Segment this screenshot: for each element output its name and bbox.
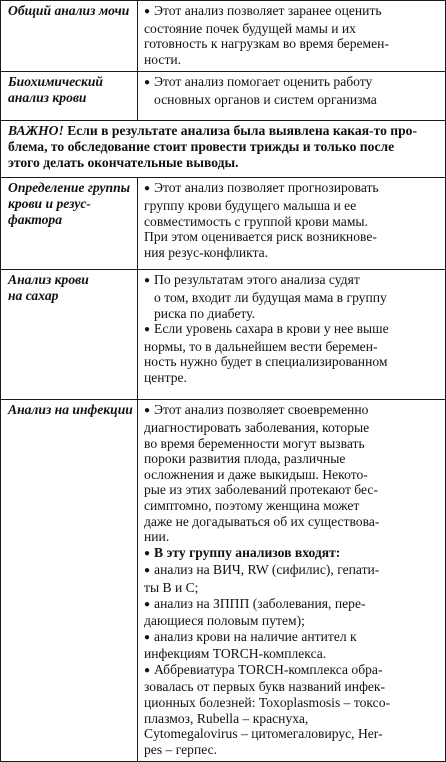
- row-label-text: Анализ на инфекции: [8, 402, 133, 418]
- row-label: [1, 1, 138, 72]
- bullet-paragraph: ● По результатам этого анализа судят о том, входит ли будущая мама в группу риска по диабету.: [144, 272, 441, 321]
- table-row: [1, 270, 446, 400]
- table-row-note: [1, 121, 446, 178]
- row-label: [1, 72, 138, 121]
- row-description: [138, 72, 446, 121]
- row-description: [138, 1, 446, 72]
- bullet-paragraph: ● Этот анализ помогает оценить работу основных органов и систем организма: [144, 74, 441, 107]
- important-note: [1, 121, 446, 178]
- bullet-icon: [144, 545, 154, 560]
- bullet-icon: [144, 662, 154, 677]
- bullet-icon: [144, 629, 154, 644]
- table-row: [1, 178, 446, 270]
- bullet-paragraph: ● Этот анализ позволяет заранее оценить состояние почек будущей мамы и их готовность к нагрузкам во время беремен- ности.: [144, 3, 441, 67]
- row-label: [1, 400, 138, 762]
- bullet-icon: [144, 321, 154, 336]
- note-text: ВАЖНО! Если в результате анализа была выявлена какая-то про- блема, то обследование стоит провести трижды и только после этого делать окончательные выводы.: [8, 123, 417, 170]
- bullet-icon: [144, 180, 154, 195]
- row-label: [1, 270, 138, 400]
- row-label-text: Определение группы крови и резус- фактора: [8, 180, 131, 227]
- table-row: [1, 400, 446, 762]
- row-description: [138, 400, 446, 762]
- bullet-paragraph: ● анализ на ВИЧ, RW (сифилис), гепати- ты В и С;: [144, 562, 441, 595]
- bullet-paragraph: ● Этот анализ позволяет прогнозировать группу крови будущего малыша и ее совместимость с группой крови мамы. При этом оценивается риск возникнове- ния резус-конфликта.: [144, 180, 441, 260]
- row-description: [138, 178, 446, 270]
- row-label-text: Общий анализ мочи: [8, 3, 130, 18]
- bullet-icon: [144, 272, 154, 287]
- table-row: [1, 1, 446, 72]
- bullet-icon: [144, 596, 154, 611]
- bullet-icon: [144, 562, 154, 577]
- table-row: [1, 72, 446, 121]
- bullet-icon: [144, 402, 154, 417]
- bullet-paragraph: ● В эту группу анализов входят:: [144, 545, 441, 563]
- bullet-paragraph: ● анализ крови на наличие антител к инфекциям TORCH-комплекса.: [144, 629, 441, 662]
- row-label-text: Анализ крови на сахар: [8, 272, 89, 303]
- row-label: [1, 178, 138, 270]
- bullet-icon: [144, 74, 154, 89]
- bullet-icon: [144, 3, 154, 18]
- row-description: [138, 270, 446, 400]
- bullet-paragraph: ● анализ на ЗППП (заболевания, пере- дающиеся половым путем);: [144, 596, 441, 629]
- bullet-paragraph: ● Если уровень сахара в крови у нее выше нормы, то в дальнейшем вести беремен- ность нужно будет в специализированном центре.: [144, 321, 441, 385]
- row-label-text: Биохимический анализ крови: [8, 74, 103, 105]
- bullet-paragraph: ● Этот анализ позволяет своевременно диагностировать заболевания, которые во время беременности могут вызвать пороки развития плода, различные осложнения и даже выкидыш. Некото- рые из этих заболеваний протекают бес- симптомно, поэтому женщина может даже не догадываться об их существова- нии.: [144, 402, 441, 544]
- bullet-paragraph: ● Аббревиатура TORCH-комплекса обра- зовалась от первых букв названий инфек- ционных болезней: Toxoplasmosis – токсо- плазмоз, Rubella – краснуха, Cytomegalovirus – цитомегаловирус, Her- pes – герпес.: [144, 662, 441, 758]
